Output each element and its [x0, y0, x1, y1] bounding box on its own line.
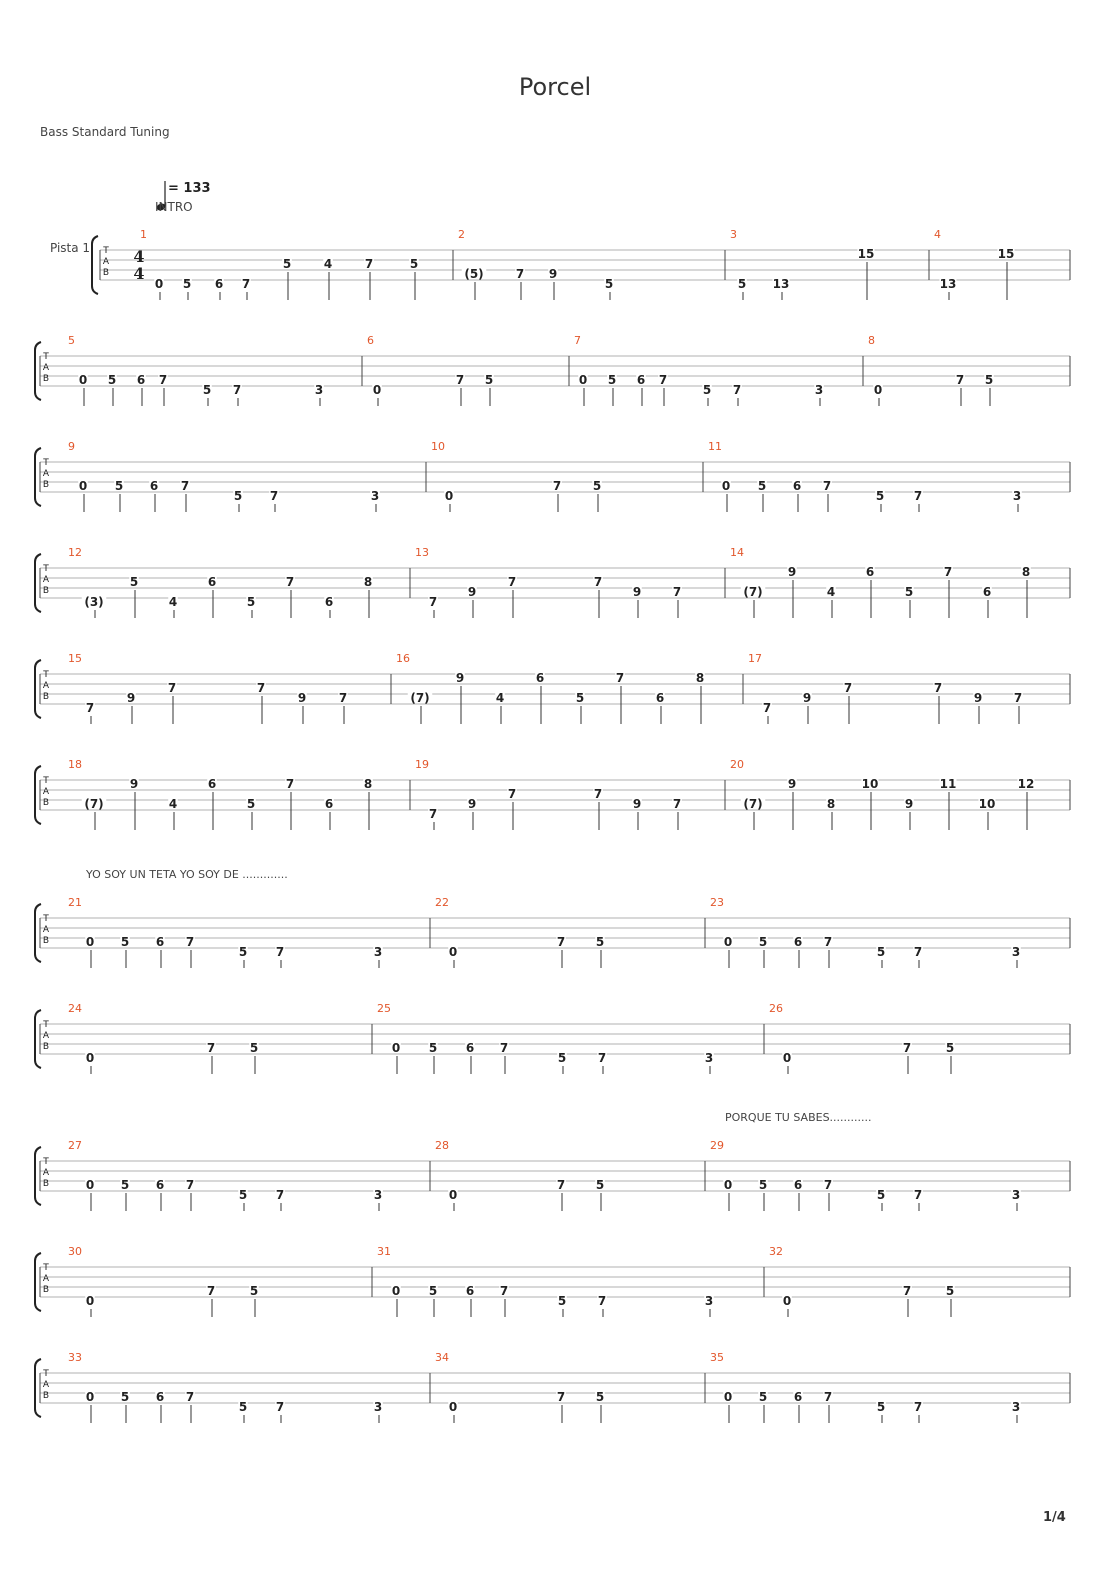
fret-number: 0: [154, 277, 164, 291]
fret-number: 0: [448, 1400, 458, 1414]
fret-number: 5: [575, 691, 585, 705]
fret-number: 6: [982, 585, 992, 599]
measure-number: 21: [68, 896, 82, 909]
tab-clef-letter: T: [43, 564, 49, 574]
fret-number: 9: [126, 691, 136, 705]
fret-number: 5: [428, 1041, 438, 1055]
measure-number: 1: [140, 228, 147, 241]
tab-clef-letter: B: [42, 692, 50, 702]
fret-number: 5: [282, 257, 292, 271]
fret-number: 5: [945, 1041, 955, 1055]
tab-clef-letter: T: [43, 1369, 49, 1379]
fret-number: 0: [448, 1188, 458, 1202]
fret-number: 0: [444, 489, 454, 503]
fret-number: 6: [793, 1390, 803, 1404]
tab-clef-letter: B: [42, 798, 50, 808]
tab-clef-letter: T: [43, 1020, 49, 1030]
fret-number: 5: [120, 1178, 130, 1192]
measure-number: 11: [708, 440, 722, 453]
fret-number: 5: [246, 595, 256, 609]
fret-number: 0: [78, 373, 88, 387]
tab-clef-letter: A: [42, 575, 50, 585]
fret-number: 7: [823, 1390, 833, 1404]
fret-number: 0: [85, 1051, 95, 1065]
fret-number: 7: [275, 945, 285, 959]
fret-number: 9: [129, 777, 139, 791]
tab-clef-letter: A: [42, 1031, 50, 1041]
tab-clef-letter: A: [102, 257, 110, 267]
page-number: 1/4: [1043, 1510, 1066, 1525]
fret-number: 7: [364, 257, 374, 271]
fret-number: 7: [955, 373, 965, 387]
track-name: Pista 1: [50, 241, 91, 255]
fret-number: 7: [499, 1041, 509, 1055]
fret-number: 6: [793, 935, 803, 949]
fret-number: 3: [314, 383, 324, 397]
fret-number: 4: [826, 585, 836, 599]
fret-number: 7: [593, 787, 603, 801]
fret-number: 5: [120, 935, 130, 949]
fret-number: 7: [552, 479, 562, 493]
measure-number: 4: [934, 228, 941, 241]
fret-number: (7): [410, 691, 430, 705]
fret-number: 7: [158, 373, 168, 387]
fret-number: 7: [206, 1284, 216, 1298]
fret-number: 7: [180, 479, 190, 493]
fret-number: 7: [823, 935, 833, 949]
fret-number: 5: [945, 1284, 955, 1298]
fret-number: (5): [464, 267, 484, 281]
tab-clef-letter: B: [42, 1042, 50, 1052]
measure-number: 6: [367, 334, 374, 347]
fret-number: 7: [1013, 691, 1023, 705]
fret-number: 7: [185, 935, 195, 949]
tab-clef-letter: A: [42, 1168, 50, 1178]
measure-number: 3: [730, 228, 737, 241]
score-title: Porcel: [518, 73, 592, 101]
fret-number: 6: [793, 1178, 803, 1192]
fret-number: 7: [285, 777, 295, 791]
fret-number: 7: [499, 1284, 509, 1298]
fret-number: 3: [1011, 945, 1021, 959]
fret-number: 5: [409, 257, 419, 271]
fret-number: 7: [597, 1294, 607, 1308]
fret-number: 5: [758, 1178, 768, 1192]
fret-number: 15: [997, 247, 1015, 261]
fret-number: 6: [207, 575, 217, 589]
fret-number: 0: [448, 945, 458, 959]
fret-number: 5: [595, 1178, 605, 1192]
fret-number: 7: [428, 807, 438, 821]
fret-number: 5: [757, 479, 767, 493]
tab-clef-letter: T: [43, 914, 49, 924]
fret-number: 7: [241, 277, 251, 291]
fret-number: 7: [658, 373, 668, 387]
fret-number: 0: [782, 1051, 792, 1065]
measure-number: 8: [868, 334, 875, 347]
fret-number: 9: [973, 691, 983, 705]
fret-number: 5: [129, 575, 139, 589]
measure-number: 18: [68, 758, 82, 771]
fret-number: 7: [913, 1188, 923, 1202]
fret-number: 6: [465, 1284, 475, 1298]
tempo-marking: = 133: [168, 181, 211, 196]
fret-number: 6: [865, 565, 875, 579]
fret-number: 5: [202, 383, 212, 397]
measure-number: 25: [377, 1002, 391, 1015]
tab-clef-letter: T: [43, 458, 49, 468]
fret-number: 15: [857, 247, 875, 261]
fret-number: 0: [782, 1294, 792, 1308]
fret-number: 3: [704, 1294, 714, 1308]
fret-number: 7: [185, 1178, 195, 1192]
fret-number: 7: [822, 479, 832, 493]
fret-number: 5: [557, 1294, 567, 1308]
fret-number: 9: [632, 585, 642, 599]
fret-number: 6: [214, 277, 224, 291]
lyric-line: YO SOY UN TETA YO SOY DE .............: [86, 868, 288, 881]
measure-number: 12: [68, 546, 82, 559]
fret-number: 7: [285, 575, 295, 589]
tab-clef-letter: A: [42, 787, 50, 797]
tab-clef-letter: B: [102, 268, 110, 278]
fret-number: 6: [792, 479, 802, 493]
fret-number: 6: [136, 373, 146, 387]
tab-clef-letter: A: [42, 925, 50, 935]
fret-number: 7: [823, 1178, 833, 1192]
measure-number: 29: [710, 1139, 724, 1152]
fret-number: 7: [507, 575, 517, 589]
measure-number: 15: [68, 652, 82, 665]
section-label: INTRO: [155, 200, 193, 214]
fret-number: 7: [902, 1041, 912, 1055]
fret-number: 0: [85, 1390, 95, 1404]
fret-number: 5: [428, 1284, 438, 1298]
tab-clef-letter: B: [42, 1391, 50, 1401]
measure-number: 17: [748, 652, 762, 665]
fret-number: 0: [85, 935, 95, 949]
time-signature-bottom: 4: [133, 264, 145, 283]
measure-number: 10: [431, 440, 445, 453]
fret-number: 3: [814, 383, 824, 397]
fret-number: 5: [238, 1188, 248, 1202]
measure-number: 5: [68, 334, 75, 347]
fret-number: 5: [875, 489, 885, 503]
fret-number: 7: [615, 671, 625, 685]
time-signature-top: 4: [133, 247, 145, 266]
measure-number: 26: [769, 1002, 783, 1015]
fret-number: 9: [904, 797, 914, 811]
fret-number: 5: [876, 945, 886, 959]
fret-number: 7: [593, 575, 603, 589]
fret-number: 7: [913, 1400, 923, 1414]
fret-number: 13: [772, 277, 790, 291]
fret-number: 5: [607, 373, 617, 387]
fret-number: 5: [107, 373, 117, 387]
tab-clef-letter: T: [43, 352, 49, 362]
fret-number: 0: [873, 383, 883, 397]
fret-number: 0: [85, 1294, 95, 1308]
fret-number: 6: [465, 1041, 475, 1055]
fret-number: 4: [323, 257, 333, 271]
fret-number: 7: [597, 1051, 607, 1065]
fret-number: 5: [758, 1390, 768, 1404]
fret-number: 5: [249, 1041, 259, 1055]
fret-number: 5: [604, 277, 614, 291]
fret-number: 9: [802, 691, 812, 705]
fret-number: 9: [467, 585, 477, 599]
fret-number: (7): [743, 797, 763, 811]
tab-clef-letter: B: [42, 374, 50, 384]
fret-number: 9: [787, 565, 797, 579]
tab-clef-letter: T: [43, 1157, 49, 1167]
fret-number: 9: [297, 691, 307, 705]
fret-number: 7: [269, 489, 279, 503]
fret-number: 9: [467, 797, 477, 811]
fret-number: 0: [391, 1284, 401, 1298]
fret-number: (3): [84, 595, 104, 609]
fret-number: 5: [904, 585, 914, 599]
measure-number: 13: [415, 546, 429, 559]
fret-number: 4: [168, 595, 178, 609]
fret-number: 5: [114, 479, 124, 493]
fret-number: 7: [843, 681, 853, 695]
fret-number: 3: [373, 945, 383, 959]
fret-number: 5: [484, 373, 494, 387]
fret-number: 7: [338, 691, 348, 705]
fret-number: 3: [370, 489, 380, 503]
fret-number: 6: [155, 1390, 165, 1404]
fret-number: 9: [548, 267, 558, 281]
fret-number: 5: [758, 935, 768, 949]
fret-number: 7: [732, 383, 742, 397]
fret-number: 7: [85, 701, 95, 715]
fret-number: 7: [507, 787, 517, 801]
fret-number: 6: [655, 691, 665, 705]
measure-number: 16: [396, 652, 410, 665]
tab-clef-letter: B: [42, 1285, 50, 1295]
tab-clef-letter: B: [42, 480, 50, 490]
fret-number: 9: [455, 671, 465, 685]
tab-clef-letter: A: [42, 469, 50, 479]
fret-number: 4: [168, 797, 178, 811]
fret-number: 7: [185, 1390, 195, 1404]
fret-number: 6: [149, 479, 159, 493]
tab-clef-letter: A: [42, 681, 50, 691]
fret-number: 7: [556, 935, 566, 949]
fret-number: 10: [861, 777, 879, 791]
fret-number: 7: [913, 489, 923, 503]
fret-number: 7: [902, 1284, 912, 1298]
fret-number: 8: [1021, 565, 1031, 579]
measure-number: 9: [68, 440, 75, 453]
fret-number: 9: [787, 777, 797, 791]
lyric-line: PORQUE TU SABES............: [725, 1111, 872, 1124]
fret-number: 5: [182, 277, 192, 291]
measure-number: 33: [68, 1351, 82, 1364]
measure-number: 22: [435, 896, 449, 909]
fret-number: 0: [723, 1178, 733, 1192]
fret-number: 0: [372, 383, 382, 397]
fret-number: (7): [743, 585, 763, 599]
measure-number: 31: [377, 1245, 391, 1258]
fret-number: 0: [391, 1041, 401, 1055]
tab-clef-letter: T: [43, 776, 49, 786]
fret-number: 5: [233, 489, 243, 503]
fret-number: 3: [1011, 1188, 1021, 1202]
fret-number: 7: [515, 267, 525, 281]
fret-number: 4: [495, 691, 505, 705]
measure-number: 24: [68, 1002, 82, 1015]
tab-clef-letter: T: [43, 670, 49, 680]
tab-clef-letter: T: [43, 1263, 49, 1273]
fret-number: 6: [155, 935, 165, 949]
fret-number: 7: [275, 1188, 285, 1202]
measure-number: 7: [574, 334, 581, 347]
tuning-label: Bass Standard Tuning: [40, 125, 170, 139]
measure-number: 23: [710, 896, 724, 909]
fret-number: 7: [672, 797, 682, 811]
measure-number: 32: [769, 1245, 783, 1258]
fret-number: 5: [737, 277, 747, 291]
fret-number: 3: [373, 1400, 383, 1414]
fret-number: 3: [373, 1188, 383, 1202]
tab-clef-letter: B: [42, 936, 50, 946]
fret-number: 5: [238, 1400, 248, 1414]
fret-number: 7: [256, 681, 266, 695]
fret-number: 7: [672, 585, 682, 599]
fret-number: 0: [723, 1390, 733, 1404]
fret-number: 5: [595, 1390, 605, 1404]
fret-number: 5: [557, 1051, 567, 1065]
fret-number: 0: [723, 935, 733, 949]
measure-number: 34: [435, 1351, 449, 1364]
fret-number: 7: [556, 1178, 566, 1192]
fret-number: 5: [984, 373, 994, 387]
tab-clef-letter: A: [42, 1380, 50, 1390]
measure-number: 27: [68, 1139, 82, 1152]
fret-number: 3: [1012, 489, 1022, 503]
fret-number: 11: [939, 777, 957, 791]
fret-number: 7: [455, 373, 465, 387]
fret-number: 5: [249, 1284, 259, 1298]
fret-number: 6: [324, 797, 334, 811]
tab-clef-letter: B: [42, 1179, 50, 1189]
fret-number: 5: [592, 479, 602, 493]
fret-number: 6: [535, 671, 545, 685]
fret-number: 13: [939, 277, 957, 291]
fret-number: 12: [1017, 777, 1035, 791]
system-bracket: [92, 236, 98, 294]
tab-clef-letter: T: [103, 246, 109, 256]
fret-number: 7: [913, 945, 923, 959]
fret-number: 7: [232, 383, 242, 397]
fret-number: 6: [155, 1178, 165, 1192]
tab-clef-letter: A: [42, 363, 50, 373]
fret-number: 5: [595, 935, 605, 949]
measure-number: 14: [730, 546, 744, 559]
fret-number: 6: [636, 373, 646, 387]
fret-number: 0: [85, 1178, 95, 1192]
measure-number: 2: [458, 228, 465, 241]
fret-number: 7: [275, 1400, 285, 1414]
measure-number: 19: [415, 758, 429, 771]
fret-number: 10: [978, 797, 996, 811]
fret-number: 0: [78, 479, 88, 493]
fret-number: 8: [826, 797, 836, 811]
fret-number: 9: [632, 797, 642, 811]
fret-number: 0: [721, 479, 731, 493]
fret-number: 8: [363, 575, 373, 589]
fret-number: 8: [363, 777, 373, 791]
fret-number: 7: [556, 1390, 566, 1404]
measure-number: 28: [435, 1139, 449, 1152]
measure-number: 30: [68, 1245, 82, 1258]
fret-number: 8: [695, 671, 705, 685]
fret-number: 5: [876, 1188, 886, 1202]
fret-number: 0: [578, 373, 588, 387]
fret-number: 7: [943, 565, 953, 579]
fret-number: 5: [120, 1390, 130, 1404]
fret-number: (7): [84, 797, 104, 811]
fret-number: 6: [324, 595, 334, 609]
fret-number: 3: [704, 1051, 714, 1065]
fret-number: 7: [428, 595, 438, 609]
fret-number: 5: [238, 945, 248, 959]
fret-number: 7: [167, 681, 177, 695]
tab-clef-letter: B: [42, 586, 50, 596]
measure-number: 35: [710, 1351, 724, 1364]
fret-number: 7: [762, 701, 772, 715]
tab-clef-letter: A: [42, 1274, 50, 1284]
fret-number: 3: [1011, 1400, 1021, 1414]
fret-number: 6: [207, 777, 217, 791]
fret-number: 5: [246, 797, 256, 811]
fret-number: 5: [702, 383, 712, 397]
fret-number: 7: [933, 681, 943, 695]
fret-number: 5: [876, 1400, 886, 1414]
measure-number: 20: [730, 758, 744, 771]
fret-number: 7: [206, 1041, 216, 1055]
